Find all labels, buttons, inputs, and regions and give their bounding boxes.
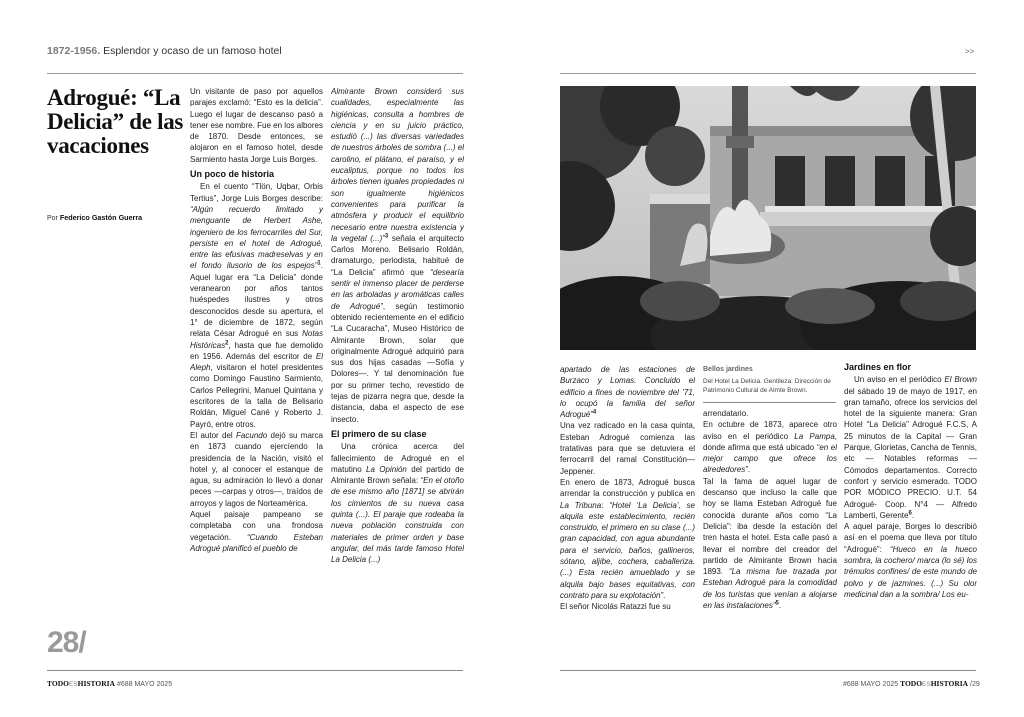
subhead-primero: El primero de su clase: [331, 428, 427, 439]
photo-caption-text: Del Hotel La Delicia. Gentileza: Dirección de Patrimonio Cultural de Almte Brown.: [703, 378, 831, 394]
photo-illustration: [560, 86, 976, 350]
col2-paragraph-2: Una crónica acerca del fallecimiento de Adrogué en el matutino La Opinión del partido de Almirante Brown señala: “En el otoño de ese mismo año [1871] se abrirán los cimientos de su nueva casa quinta (...). El paraje que rodeaba la nueva población construida con materiales de primer orden y base angular, del más tarde famoso Hotel La Delicia (...): [331, 442, 464, 565]
hotel-garden-photo: [560, 86, 976, 350]
section-header: [47, 45, 282, 57]
col3-paragraph-4: El señor Nicolás Ratazzi fue su: [560, 602, 671, 612]
col4-paragraph-1: arrendatario.: [703, 409, 749, 418]
col5-paragraph-2: A aquel paraje, Borges lo describió así en el poema que lleva por título “Adrogué”: “Hueco en la hueco sombra, la cochero/ marca (lo sé) los trémulos confines/ de este mundo de polvo y de jazmines. (...) Su olor medicinal dan a la sombra/ Los eu-: [844, 522, 977, 599]
section-title: Esplendor y ocaso de un famoso hotel: [103, 45, 282, 57]
subhead-jardines: Jardines en flor: [844, 362, 912, 372]
byline: [47, 213, 142, 222]
col3-paragraph-3: En enero de 1873, Adrogué busca arrendar la construcción y publica en La Tribuna: “Hotel ‘La Delicia’, se alquila este establecimiento, recién construido, el primero en su clase (...) gran capacidad, con agua abundante para el servicio, baños, gallineros, sótano, aljibe, cochera, caballeriza. (...) Esta recién amueblado y se alquila bajo bases equitativas, con contrato para su explotación”.: [560, 477, 695, 600]
column-4: [703, 408, 837, 661]
header-rule-right: [560, 73, 976, 74]
col4-paragraph-2: En octubre de 1873, aparece otro aviso en el periódico La Pampa, donde afirma que está ubicado “en el mejor campo que ofrece los alrededores”.: [703, 420, 837, 475]
caption-rule: [703, 402, 836, 403]
author-name: Federico Gastón Guerra: [59, 213, 143, 222]
footer-rule-right: [560, 670, 976, 671]
col5-paragraph-1: Un aviso en el periódico El Brown del sábado 19 de mayo de 1917, en gran tamaño, ofrece los servicios del hotel de la siguiente manera: Gran Hotel “La Delicia” Adrogué F.C.S, A 25 minutos de la Capital — Gran Parque, Glorietas, Cancha de Tennis, etc — Notables reformas — Cómodos departamentos. Correcto confort y servicio esmerado. TODO POR MÓDICO PRECIO. U.T. 54 Adrogué- Coop. N°4 — Alfredo Lamberti, Gerente$^6$.: [844, 375, 977, 520]
column-2: [331, 86, 464, 661]
col1-paragraph-4: Aquel paisaje pampeano se completaba con una frondosa vegetación. “Cuando Esteban Adrogué planificó el pueblo de: [190, 509, 323, 553]
footer-right: #688 MAYO 2025 TODOESHISTORIA /29: [843, 679, 980, 688]
next-page-arrows: >>: [965, 47, 975, 56]
col2-paragraph-1: Almirante Brown consideró sus cualidades, especialmente las higiénicas, consulta a hombres de ciencia y en su juicio práctico, estudió (...) las diversas variedades de nuestros árboles de sombra (...) el carolino, el plátano, el paraíso, y el eucaliptus, porque no todos los árboles tienen iguales propiedades ni son igualmente higiénicos convenientes para purificar la atmósfera y producir el equilibrio necesario entre nuestra existencia y la vegetal (...)”$^3$ señala el arquitecto Carlos Moreno. Belisario Roldán, dramaturgo, periodista, habitué de “La Delicia” afirmó que “desearía sentir el inmenso placer de perderse en las arboladas y aromáticas calles de Adrogué”, según testimonio obtenido recientemente en el edificio “La Cucaracha”, Museo Histórico de Almirante Brown, solar que originalmente Adrogué adquirió para sus dos hijas casadas —Sofía y Dolores—. Y tal denominación fue por su primer techo, revestido de tejas de pizarra negra que, desde la distancia, daba el aspecto de ese insecto.: [331, 87, 464, 424]
column-5: [844, 362, 977, 661]
col4-paragraph-3: Tal la fama de aquel lugar de descanso que incluso la calle que hoy se llama Esteban Adrogué fue conocida durante años como “La Delicia”: iba desde la estación del tren hasta el hotel. Esta calle pasó a llevar el nombre del creador del partido de Almirante Brown hacia 1893. “La misma fue trazada por Esteban Adrogué para la comodidad de los turistas que venían a alojarse en las instalaciones”$^5$.: [703, 476, 837, 611]
footer-left: TODOESHISTORIA #688 MAYO 2025: [47, 679, 173, 688]
column-3: [560, 364, 695, 661]
column-1: [190, 86, 323, 661]
byline-prefix: Por: [47, 215, 58, 222]
photo-caption-title: Bellos jardines: [703, 366, 753, 373]
intro-paragraph: Un visitante de paso por aquellos parajes exclamó: “Esto es la delicia”. Luego el lugar de descanso pasó a tener ese nombre. Fue en los albores de 1870. Desde entonces, se alojaron en el famoso hotel, desde Sarmiento hasta Jorge Luis Borges.: [190, 87, 323, 164]
article-title: Adrogué: “La Delicia” de las vacaciones: [47, 85, 184, 158]
footer-rule-left: [47, 670, 463, 671]
col1-paragraph-2: En el cuento “Tlön, Uqbar, Orbis Tertius”, Jorge Luis Borges describe: “Algún recuerdo limitado y menguante de Herbert Ashe, ingeniero de los ferrocarriles del Sur, persiste en el hotel de Adrogué, entre las efusivas madreselvas y en el fondo ilusorio de los espejos”$^1$. Aquel lugar era “La Delicia” donde veranearon por años tantos huéspedes ilustres y otros desconocidos desde su apertura, el 1° de diciembre de 1872, según relata César Adrogué en sus Notas Históricas$^2$, hasta que fue demolido en 1956. Además del escritor de El Aleph, visitaron el hotel presidentes como Domingo Faustino Sarmiento, Carlos Pellegrini, Manuel Quintana y escritores de la talla de Belisario Roldán, Miguel Cané y Roberto J. Payró, entre otros.: [190, 182, 323, 429]
header-rule-left: [47, 73, 463, 74]
col3-paragraph-2: Una vez radicado en la casa quinta, Esteban Adrogué comienza las tratativas para que se detuviera el ferrocarril del ramal Constitución—Jeppener.: [560, 421, 695, 476]
subhead-historia: Un poco de historia: [190, 169, 275, 180]
col3-paragraph-1: apartado de las estaciones de Burzaco y Lomas. Concluido el edificio a fines de noviembre del ’71, lo ocupó la familia del señor Adrogué”$^4$: [560, 365, 695, 420]
col1-paragraph-3: El autor del Facundo dejó su marca en 1873 cuando ejercíendo la presidencia de la Nación, visitó el hotel y, al conocer el estanque de agua, su admiración lo llevó a donar peces —carpas y otros—, traídos de arroyos y lagos de Norteamérica.: [190, 430, 323, 508]
page-number-left: 28/: [47, 626, 86, 659]
section-years: 1872-1956.: [47, 45, 101, 57]
